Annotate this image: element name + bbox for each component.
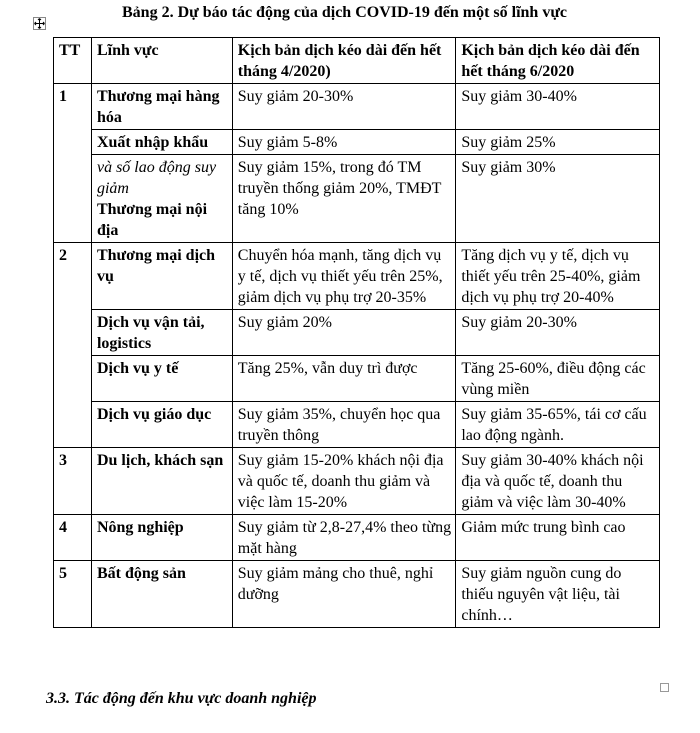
header-scenario-2: Kịch bản dịch kéo dài đến hết tháng 6/2020 (456, 38, 660, 84)
table-row (54, 243, 660, 310)
table-header-row (54, 38, 660, 84)
field-cell: Dịch vụ y tế (91, 356, 232, 402)
row-number: 3 (54, 448, 92, 515)
scenario-1-cell: Tăng 25%, vẫn duy trì được (232, 356, 456, 402)
table-resize-icon[interactable] (660, 683, 669, 692)
table-row (54, 561, 660, 628)
table-row (54, 402, 660, 448)
header-field: Lĩnh vực (91, 38, 232, 84)
field-cell: Xuất nhập khẩu (91, 130, 232, 155)
header-tt: TT (54, 38, 92, 84)
scenario-1-cell: Chuyển hóa mạnh, tăng dịch vụ y tế, dịch vụ thiết yếu trên 25%, giảm dịch vụ phụ trợ 20-35% (232, 243, 456, 310)
field-cell: Dịch vụ vận tải, logistics (91, 310, 232, 356)
field-cell (91, 155, 232, 243)
field-note: và số lao động suy giảm (96, 159, 217, 197)
field-cell: Bất động sản (91, 561, 232, 628)
section-heading: 3.3. Tác động đến khu vực doanh nghiệp (46, 690, 317, 707)
scenario-1-cell: Suy giảm mảng cho thuê, nghỉ dưỡng (232, 561, 456, 628)
scenario-2-cell: Giảm mức trung bình cao (456, 515, 660, 561)
scenario-2-cell: Suy giảm 25% (456, 130, 660, 155)
field-cell: Thương mại hàng hóa (91, 84, 232, 130)
table-row (54, 448, 660, 515)
table-caption: Bảng 2. Dự báo tác động của dịch COVID-19 đến một số lĩnh vực (122, 4, 568, 21)
scenario-1-cell: Suy giảm 15%, trong đó TM truyền thống giảm 20%, TMĐT tăng 10% (232, 155, 456, 243)
table-move-icon[interactable] (33, 17, 46, 30)
scenario-1-cell: Suy giảm từ 2,8-27,4% theo từng mặt hàng (232, 515, 456, 561)
scenario-2-cell: Suy giảm 30-40% (456, 84, 660, 130)
header-scenario-1: Kịch bản dịch kéo dài đến hết tháng 4/2020) (232, 38, 456, 84)
table-row (54, 356, 660, 402)
scenario-2-cell: Suy giảm 20-30% (456, 310, 660, 356)
field-cell: Dịch vụ giáo dục (91, 402, 232, 448)
scenario-2-cell: Suy giảm 30-40% khách nội địa và quốc tế, doanh thu giảm và việc làm 30-40% (456, 448, 660, 515)
table-row (54, 84, 660, 130)
scenario-2-cell: Tăng 25-60%, điều động các vùng miền (456, 356, 660, 402)
field-label: Thương mại nội địa (96, 201, 208, 239)
table-row (54, 515, 660, 561)
scenario-1-cell: Suy giảm 5-8% (232, 130, 456, 155)
scenario-1-cell: Suy giảm 20-30% (232, 84, 456, 130)
text-cursor (659, 488, 660, 502)
scenario-1-cell: Suy giảm 20% (232, 310, 456, 356)
scenario-2-cell: Suy giảm 30% (456, 155, 660, 243)
scenario-2-cell: Suy giảm nguồn cung do thiếu nguyên vật liệu, tài chính… (456, 561, 660, 628)
scenario-1-cell: Suy giảm 15-20% khách nội địa và quốc tế, doanh thu giảm và việc làm 15-20% (232, 448, 456, 515)
field-cell: Thương mại dịch vụ (91, 243, 232, 310)
row-number: 4 (54, 515, 92, 561)
forecast-table (53, 37, 660, 628)
field-cell: Du lịch, khách sạn (91, 448, 232, 515)
field-cell: Nông nghiệp (91, 515, 232, 561)
scenario-2-cell: Suy giảm 35-65%, tái cơ cấu lao động ngành. (456, 402, 660, 448)
scenario-1-cell: Suy giảm 35%, chuyển học qua truyền thông (232, 402, 456, 448)
scenario-2-cell: Tăng dịch vụ y tế, dịch vụ thiết yếu trên 25-40%, giảm dịch vụ phụ trợ 20-40% (456, 243, 660, 310)
row-number: 5 (54, 561, 92, 628)
table-row (54, 155, 660, 243)
table-row (54, 130, 660, 155)
row-number: 1 (54, 84, 92, 243)
row-number: 2 (54, 243, 92, 448)
table-row (54, 310, 660, 356)
